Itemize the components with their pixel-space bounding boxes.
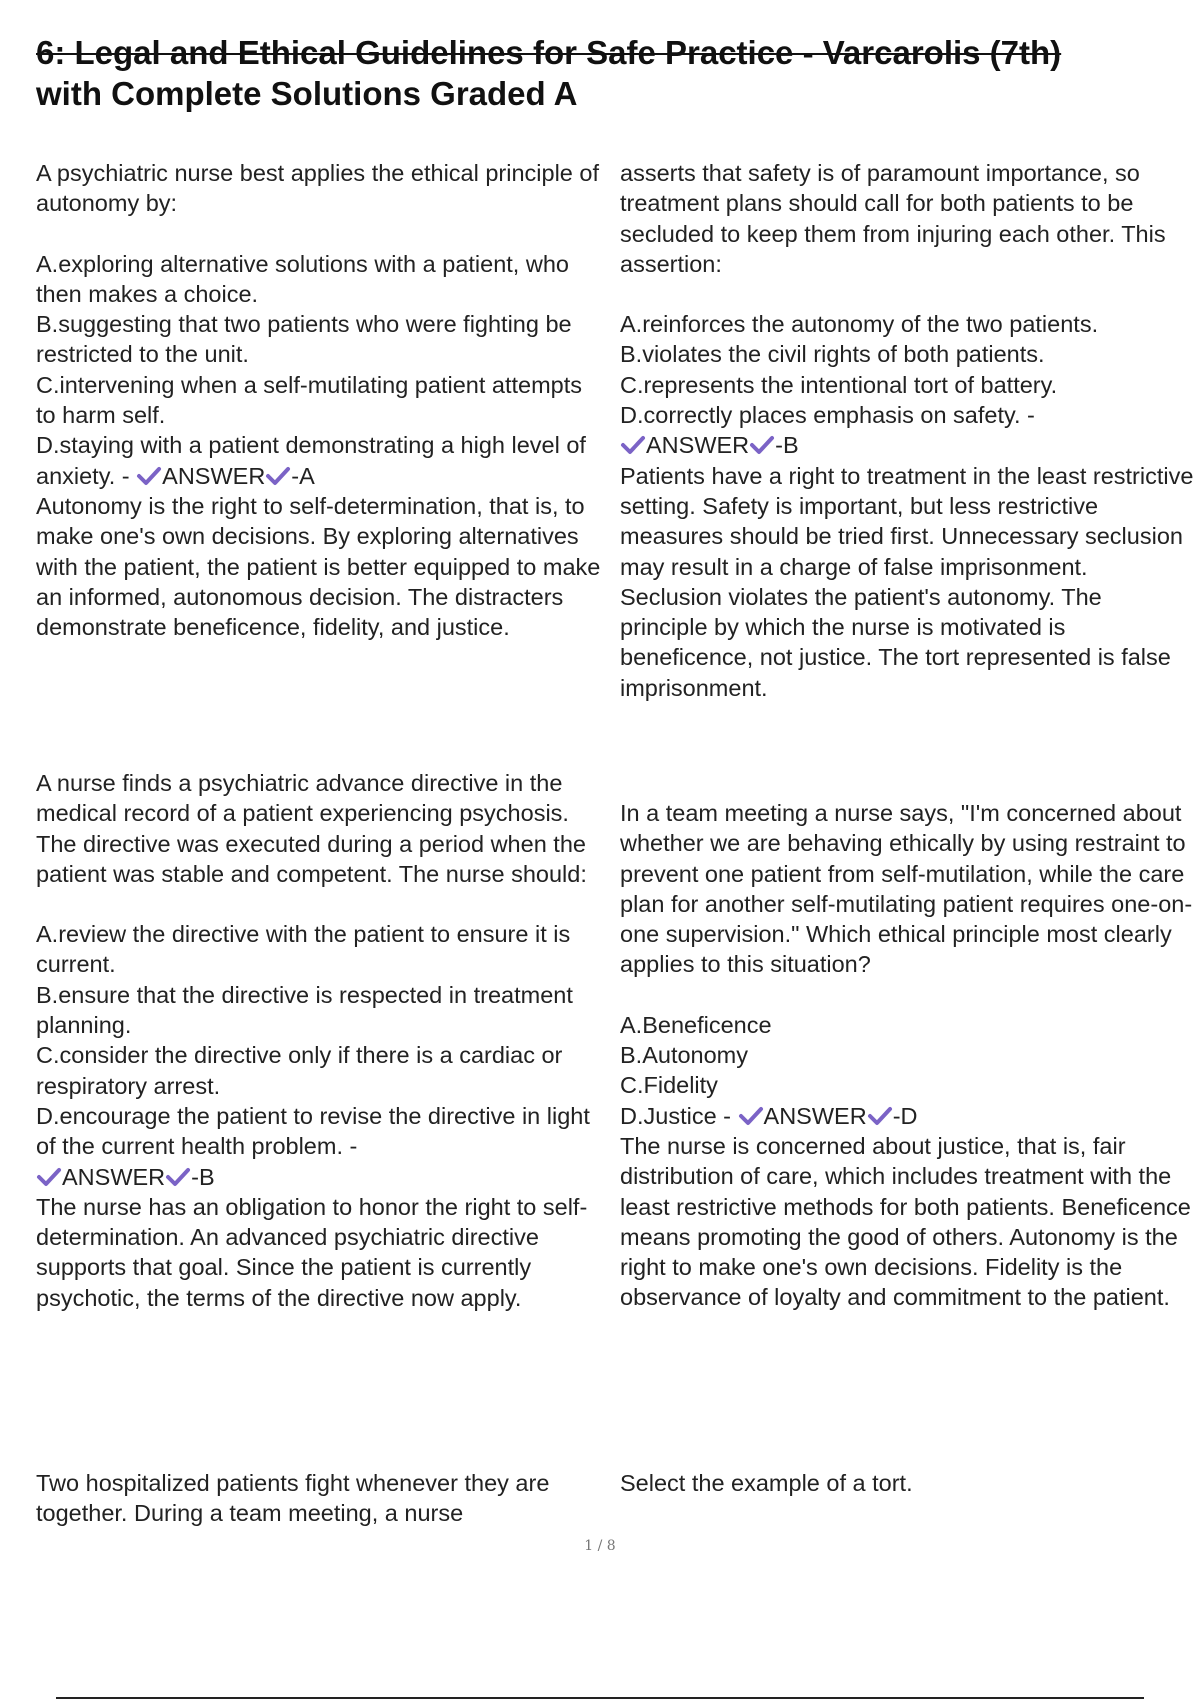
question-stem: Select the example of a tort. (620, 1470, 913, 1496)
answer-label: ANSWER (763, 1102, 867, 1129)
question-stem: Two hospitalized patients fight whenever they are together. During a team meeting, a nurse (36, 1470, 556, 1527)
answer-option-a: A.Beneficence (620, 1011, 772, 1038)
answer-line (36, 1162, 606, 1192)
answer-line (620, 430, 1195, 460)
footer-divider (56, 1697, 1144, 1699)
question-block-3 (36, 768, 606, 1313)
answer-rationale: Autonomy is the right to self-determination, that is, to make one's own decisions. By exploring alternatives with the patient, the patient is better equipped to make an informed, autonomous decision. The distracters demonstrate beneficence, fidelity, and justice. (36, 492, 607, 641)
answer-option-c: C.represents the intentional tort of battery. (620, 371, 1058, 398)
answer-option-d-line (36, 430, 606, 491)
checkmark-icon (265, 466, 291, 486)
answer-option-d: D.Justice - (620, 1102, 731, 1129)
question-stem: In a team meeting a nurse says, "I'm concerned about whether we are behaving ethically by using restraint to prevent one patient from self-mutilation, while the care plan for another self-mutilating patient requires one-on-one supervision." Which ethical principle most clearly applies to this situation? (620, 800, 1193, 978)
question-block-4 (620, 798, 1198, 1313)
checkmark-icon (620, 435, 646, 455)
answer-option-a: A.review the directive with the patient to ensure it is current. (36, 921, 571, 978)
answer-option-c: C.intervening when a self-mutilating patient attempts to harm self. (36, 371, 583, 429)
question-stem: A psychiatric nurse best applies the ethical principle of autonomy by: (36, 160, 606, 217)
title-struck-text: 6: Legal and Ethical Guidelines for Safe Practice - Varcarolis (7th) (36, 34, 1062, 71)
answer-option-d: D.correctly places emphasis on safety. - (620, 402, 1035, 429)
answer-option-d: D.encourage the patient to revise the directive in light of the current health problem. - (36, 1102, 590, 1160)
question-block-2-continued (620, 158, 1200, 703)
answer-option-a: A.exploring alternative solutions with a patient, who then makes a choice. (36, 250, 569, 307)
question-block-2-start (36, 1468, 606, 1529)
title-rest-text: with Complete Solutions Graded A (36, 75, 578, 112)
answer-option-b: B.suggesting that two patients who were fighting be restricted to the unit. (36, 311, 572, 368)
checkmark-icon (738, 1106, 764, 1126)
answer-option-b: B.ensure that the directive is respected in treatment planning. (36, 981, 573, 1039)
answer-label: ANSWER (62, 1163, 166, 1190)
page-number: 1 / 8 (584, 1538, 616, 1554)
answer-rationale: Patients have a right to treatment in the least restrictive setting. Safety is important, but less restrictive measures should be tried first. Unnecessary seclusion may result in a charge of false imprisonment. Seclusion violates the patient's autonomy. The principle by which the nurse is motivated is beneficence, not justice. The tort represented is false imprisonment. (620, 462, 1200, 701)
answer-option-a: A.reinforces the autonomy of the two patients. (620, 311, 1099, 338)
checkmark-icon (749, 435, 775, 455)
answer-label: ANSWER (646, 432, 750, 459)
checkmark-icon (165, 1167, 191, 1187)
answer-option-b: B.violates the civil rights of both patients. (620, 341, 1045, 368)
answer-option-b: B.Autonomy (620, 1042, 749, 1069)
question-block-1 (36, 158, 606, 642)
question-stem-continued: asserts that safety is of paramount importance, so treatment plans should call for both patients to be secluded to keep them from injuring each other. This assertion: (620, 160, 1173, 277)
answer-label: ANSWER (162, 462, 266, 489)
answer-option-d-line (620, 1101, 1195, 1131)
answer-option-d: D.staying with a patient demonstrating a high level of anxiety. - (36, 432, 586, 489)
answer-rationale: The nurse has an obligation to honor the right to self-determination. An advanced psychiatric directive supports that goal. Since the patient is currently psychotic, the terms of the directive now apply. (36, 1193, 588, 1311)
checkmark-icon (867, 1106, 893, 1126)
question-block-5 (620, 1468, 1195, 1498)
checkmark-icon (36, 1167, 62, 1187)
answer-rationale: The nurse is concerned about justice, that is, fair distribution of care, which includes treatment with the least restrictive methods for both patients. Beneficence means promoting the good of others. Autonomy is the right to make one's own decisions. Fidelity is the observance of loyalty and commitment to the patient. (620, 1132, 1198, 1311)
answer-value: -B (775, 432, 799, 459)
answer-value: -D (892, 1102, 918, 1129)
answer-value: -B (191, 1163, 215, 1190)
answer-option-c: C.Fidelity (620, 1072, 718, 1099)
question-stem: A nurse finds a psychiatric advance directive in the medical record of a patient experiencing psychosis. The directive was executed during a period when the patient was stable and competent. The nurse should: (36, 770, 593, 887)
answer-value: -A (291, 462, 315, 489)
answer-option-c: C.consider the directive only if there is a cardiac or respiratory arrest. (36, 1042, 563, 1099)
page-title (36, 32, 1176, 114)
checkmark-icon (136, 466, 162, 486)
